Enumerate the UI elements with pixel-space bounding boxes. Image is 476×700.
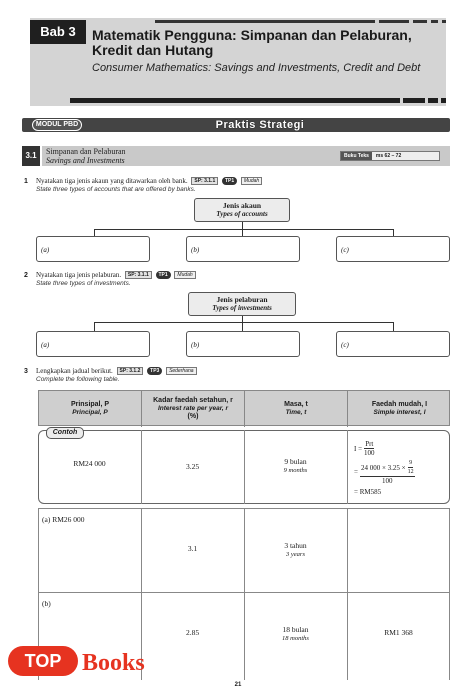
q1-connector <box>94 229 95 236</box>
example-time-en: 9 months <box>283 467 308 474</box>
q2-question-ms: Nyatakan tiga jenis pelaburan. <box>36 271 122 279</box>
row-b-principal-input[interactable] <box>42 599 51 608</box>
header-time <box>245 391 348 427</box>
q2-connector <box>94 322 95 331</box>
formula-result: = RM585 <box>354 488 382 496</box>
example-rate: 3.25 <box>185 462 200 471</box>
q1-answer-box-b[interactable] <box>186 236 300 262</box>
q2-sp-tag: SP: 3.1.1 <box>125 271 152 279</box>
row-b-rate: 2.85 <box>185 628 200 637</box>
q2-text <box>36 271 196 280</box>
q3-question-ms: Lengkapkan jadual berikut. <box>36 367 113 375</box>
q1-center-box <box>194 198 290 222</box>
row-a-principal[interactable] <box>42 515 85 524</box>
q1-answer-box-c[interactable] <box>336 236 450 262</box>
q1-level-tag: Mudah <box>241 177 262 185</box>
q2-answer-box-a[interactable] <box>36 331 150 357</box>
table-right-border <box>449 508 450 680</box>
q2-center-ms: Jenis pelaburan <box>216 295 268 304</box>
q1-center-en: Types of accounts <box>216 210 268 218</box>
q1-connector <box>242 222 243 229</box>
section-title-en: Savings and Investments <box>46 156 125 165</box>
formula-month-den: 12 <box>407 469 414 475</box>
row-b-time-ms: 18 bulan <box>282 625 309 634</box>
header-principal <box>39 391 142 427</box>
example-time <box>244 457 347 475</box>
q3-tp-tag: TP3 <box>147 367 162 375</box>
q2-center-en: Types of investments <box>212 304 272 312</box>
section-number: 3.1 <box>22 146 40 166</box>
page-number: 21 <box>234 682 242 688</box>
header-time-en: Time, t <box>285 409 307 416</box>
table-header <box>38 390 450 426</box>
q1-label-a: (a) <box>41 246 50 254</box>
header-dash-decoration-bottom <box>30 98 446 103</box>
chapter-subtitle: Consumer Mathematics: Savings and Investments, Credit and Debt <box>92 62 421 74</box>
q1-number: 1 <box>24 178 28 185</box>
praktis-strategi-title: Praktis Strategi <box>215 119 305 131</box>
q2-number: 2 <box>24 272 28 279</box>
row-b-label: (b) <box>42 599 51 608</box>
textbook-ref-pages: ms 62 – 72 <box>375 153 402 159</box>
q2-level-tag: Mudah <box>174 271 195 279</box>
q3-sp-tag: SP: 3.1.2 <box>117 367 144 375</box>
q1-label-b: (b) <box>191 246 200 254</box>
q2-label-b: (b) <box>191 341 200 349</box>
chapter-tab: Bab 3 <box>30 20 86 44</box>
row-b-time <box>244 625 347 643</box>
chapter-title: Matematik Pengguna: Simpanan dan Pelaburan, Kredit dan Hutang <box>92 27 412 58</box>
example-formula <box>354 440 415 496</box>
row-a-time-ms: 3 tahun <box>284 541 307 550</box>
q1-tp-tag: TP1 <box>222 177 237 185</box>
q1-answer-box-a[interactable] <box>36 236 150 262</box>
row-b-interest: RM1 368 <box>384 628 413 637</box>
row-a-rate: 3.1 <box>187 544 198 553</box>
q2-answer-box-b[interactable] <box>186 331 300 357</box>
formula-numerator: Prt <box>365 440 374 448</box>
q2-connector <box>393 322 394 331</box>
q2-center-box <box>188 292 296 316</box>
q3-level-tag: Sederhana <box>166 367 196 375</box>
q1-label-c: (c) <box>341 246 349 254</box>
q2-label-c: (c) <box>341 341 349 349</box>
col-divider <box>244 508 245 680</box>
header-dash-decoration <box>96 20 446 23</box>
textbook-reference <box>340 151 440 161</box>
textbook-ref-key: Buku Teks <box>341 152 372 160</box>
header-principal-en: Principal, P <box>72 409 108 416</box>
formula-month-num: 9 <box>409 460 413 466</box>
q3-number: 3 <box>24 368 28 375</box>
header-rate-unit: (%) <box>187 413 199 420</box>
row-a-principal-value: RM26 000 <box>52 515 85 524</box>
q3-text <box>36 367 197 376</box>
formula-denominator: 100 <box>364 449 375 457</box>
col-divider <box>347 430 348 504</box>
q1-text <box>36 177 262 186</box>
header-interest-en: Simple interest, I <box>373 409 426 416</box>
formula-step-equals: = <box>354 468 358 476</box>
modul-pbd-pill: MODUL PBD <box>32 119 82 131</box>
logo-text-books: Books <box>82 650 145 676</box>
col-divider <box>347 508 348 680</box>
logo-text-top: TOP <box>24 651 62 671</box>
header-principal-ms: Prinsipal, P <box>70 401 110 408</box>
row-a-label: (a) <box>42 515 51 524</box>
q1-center-ms: Jenis akaun <box>222 201 262 210</box>
q2-question-en: State three types of investments. <box>36 280 131 287</box>
q1-sp-tag: SP: 3.1.1 <box>191 177 218 185</box>
q1-question-en: State three types of accounts that are offered by banks. <box>36 186 196 193</box>
q2-connector <box>94 322 394 323</box>
example-principal: RM24 000 <box>73 459 106 468</box>
section-title-ms: Simpanan dan Pelaburan <box>46 147 126 156</box>
row-divider <box>38 592 450 593</box>
example-label: Contoh <box>46 427 84 439</box>
q1-question-ms: Nyatakan tiga jenis akaun yang ditawarkan oleh bank. <box>36 177 188 185</box>
row-a-time-en: 3 years <box>286 551 305 558</box>
header-rate <box>142 391 245 427</box>
q2-tp-tag: TP1 <box>156 271 171 279</box>
topbooks-logo <box>6 640 186 680</box>
header-interest <box>348 391 451 427</box>
formula-step-numerator: 24 000 × 3.25 × <box>360 463 406 472</box>
header-rate-en: Interest rate per year, r <box>157 405 229 412</box>
header-interest-ms: Faedah mudah, I <box>371 401 428 408</box>
q2-connector <box>242 322 243 331</box>
q1-connector <box>242 229 243 236</box>
q1-connector <box>94 229 394 230</box>
example-time-ms: 9 bulan <box>284 457 307 466</box>
header-rate-ms: Kadar faedah setahun, r <box>153 397 233 404</box>
q2-answer-box-c[interactable] <box>336 331 450 357</box>
q2-label-a: (a) <box>41 341 50 349</box>
formula-step-denominator: 100 <box>382 477 393 485</box>
row-a-time <box>244 541 347 559</box>
q3-question-en: Complete the following table. <box>36 376 120 383</box>
header-time-ms: Masa, t <box>284 401 308 408</box>
q1-connector <box>393 229 394 236</box>
row-b-time-en: 18 months <box>282 635 309 642</box>
formula-lhs: I = <box>354 444 363 453</box>
section-title <box>46 147 126 165</box>
